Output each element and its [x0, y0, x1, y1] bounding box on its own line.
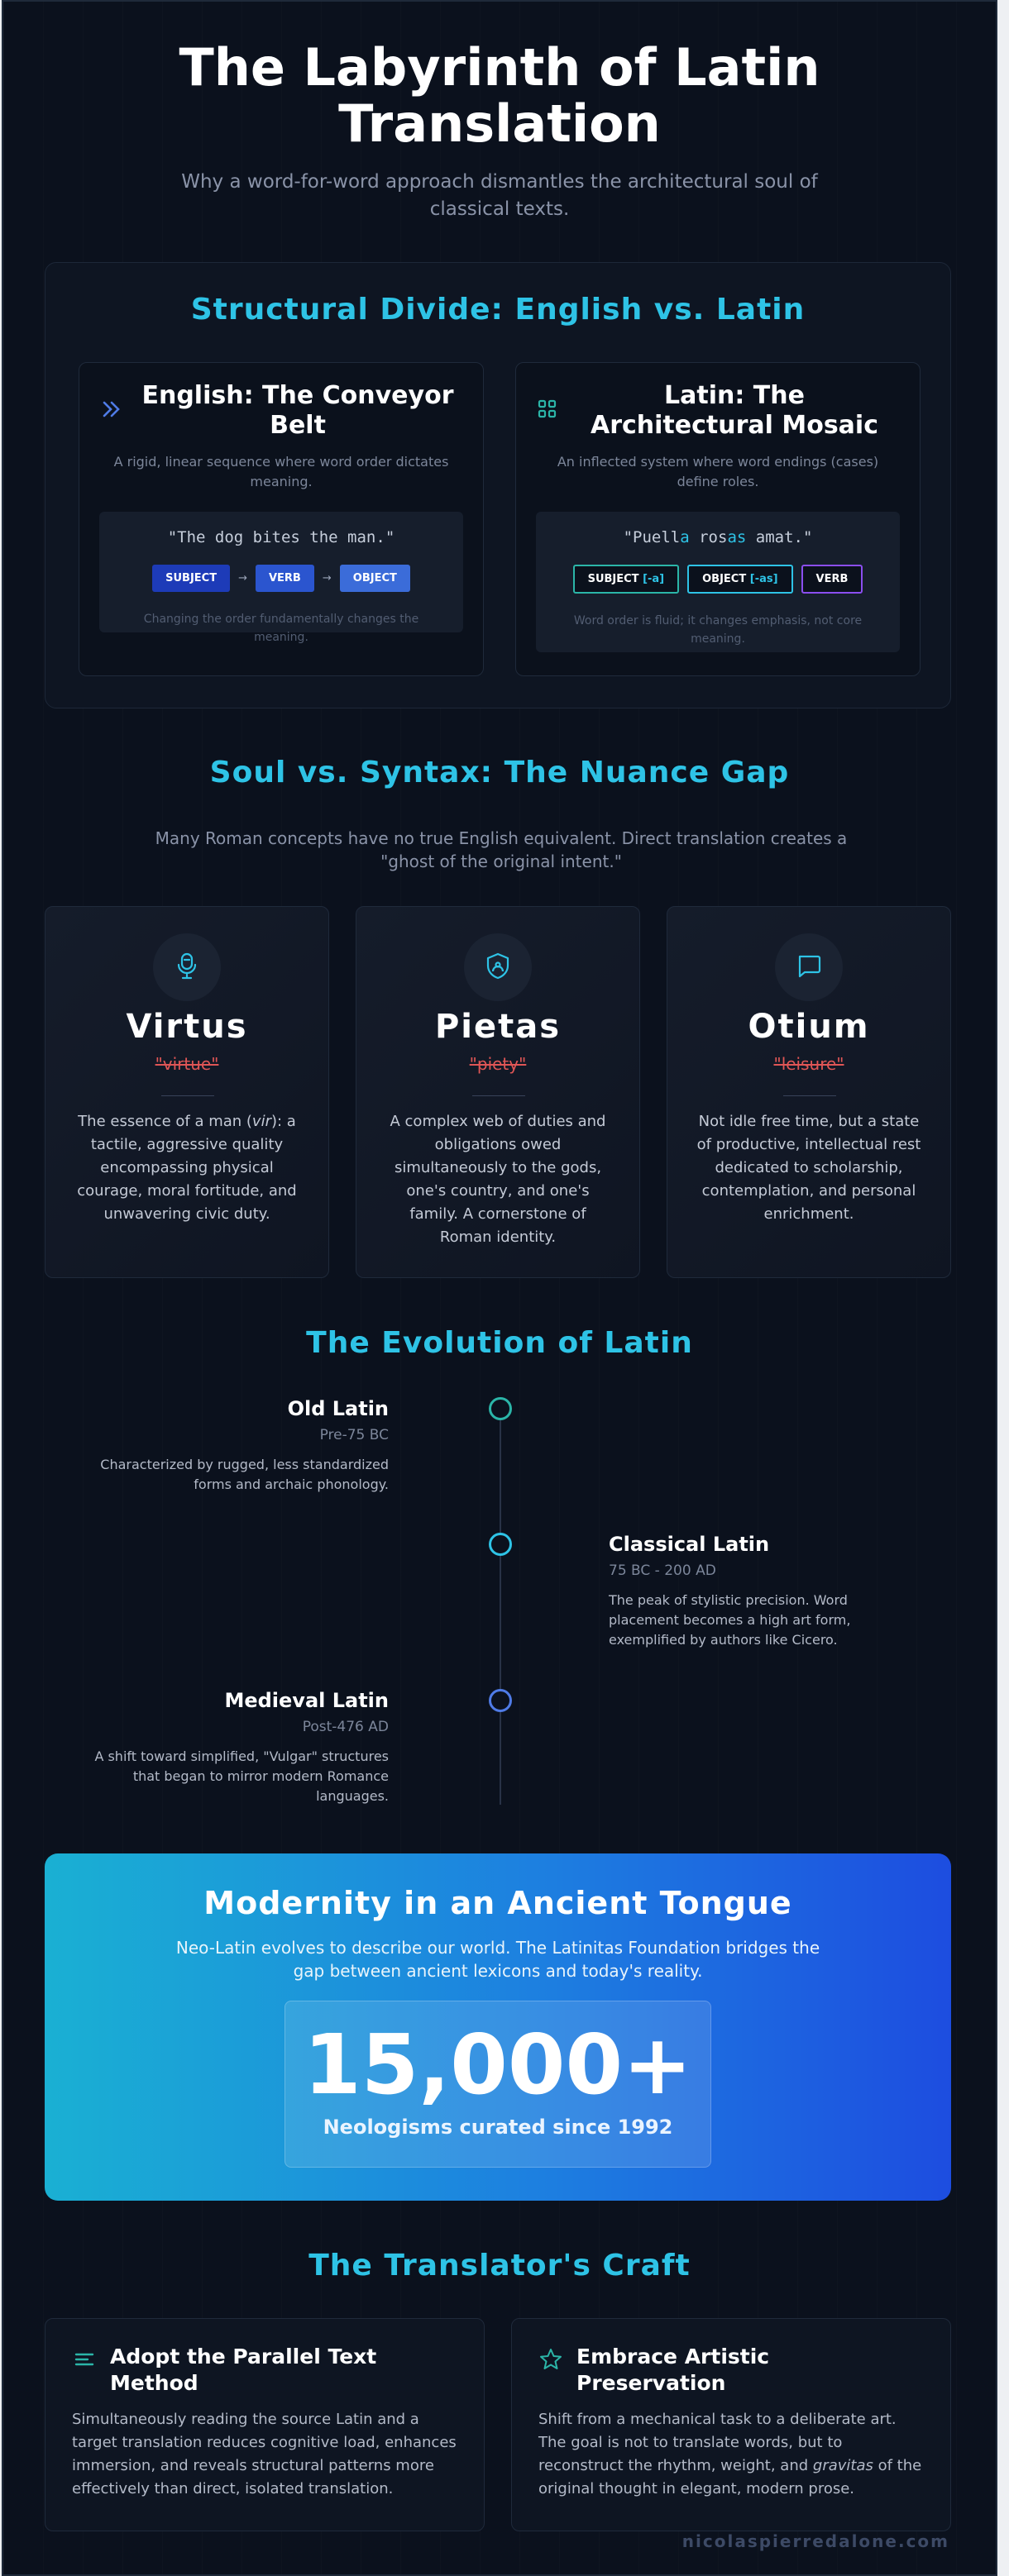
modernity-banner [45, 1853, 951, 2201]
quote-ending: as [727, 528, 747, 546]
timeline-dot [489, 1397, 512, 1420]
tag-label: SUBJECT [587, 573, 639, 585]
latin-card-title: Latin: The Architectural Mosaic [590, 381, 878, 440]
english-card-desc: A rigid, linear sequence where word order dictates meaning. [113, 454, 449, 489]
subject-tag: SUBJECT [152, 565, 230, 592]
concept-name: Otium [748, 1008, 870, 1046]
section-title: The Translator's Craft [308, 2249, 691, 2283]
tag-case: [-as] [749, 573, 778, 585]
stat-label: Neologisms curated since 1992 [323, 2116, 673, 2139]
arrow-icon: → [322, 572, 332, 584]
bad-translation: "piety" [469, 1054, 527, 1074]
tag-label: OBJECT [702, 573, 747, 585]
craft-desc [538, 2408, 925, 2501]
concept-desc: A complex web of duties and obligations owed simultaneously to the gods, one's country, and one's family. A cornerstone of Roman identity. [390, 1113, 606, 1246]
timeline-item-old-latin [91, 1397, 389, 1495]
bad-translation: "virtue" [155, 1054, 219, 1074]
section-title: Soul vs. Syntax: The Nuance Gap [209, 756, 790, 789]
desc-emphasis: vir [251, 1113, 271, 1130]
structural-divide-section [45, 262, 951, 708]
banner-subtitle: Neo-Latin evolves to describe our world. The Latinitas Foundation bridges the gap between ancient lexicons and today's reality. [175, 1938, 820, 1981]
concept-card-pietas [356, 906, 640, 1278]
desc-text: The essence of a man ( [78, 1113, 252, 1130]
latin-card [515, 362, 921, 676]
bad-translation: "leisure" [773, 1054, 844, 1074]
english-card [79, 362, 484, 676]
mic-sword-icon [171, 950, 203, 985]
quote-part: "Puell [623, 528, 681, 546]
chat-bubble-icon [793, 950, 825, 985]
timeline-item-medieval-latin [91, 1689, 389, 1806]
concept-card-virtus [45, 906, 329, 1278]
desc-text: Shift from a mechanical task to a deliberate art. The goal is not to translate words, but to reconstruct the rhythm, weight, and [538, 2411, 897, 2474]
section-title: Structural Divide: English vs. Latin [190, 293, 806, 327]
quote-ending: a [680, 528, 690, 546]
timeline-line [500, 1410, 501, 1805]
latin-example-note: Word order is fluid; it changes emphasis, not core meaning. [573, 614, 863, 646]
arrow-icon: → [238, 572, 247, 584]
page-subtitle: Why a word-for-word approach dismantles the architectural soul of classical texts. [181, 171, 818, 220]
object-case-tag [687, 565, 792, 594]
era-name: Classical Latin [609, 1533, 770, 1556]
grid-icon [536, 398, 569, 424]
desc-text: ): a tactile, aggressive quality encompassing physical courage, moral fortitude, and unwavering civic duty. [77, 1113, 297, 1223]
list-lines-icon [72, 2344, 110, 2375]
object-tag: OBJECT [340, 565, 410, 592]
era-desc: A shift toward simplified, "Vulgar" structures that began to mirror modern Romance languages. [94, 1748, 389, 1804]
era-desc: The peak of stylistic precision. Word placement becomes a high art form, exemplified by authors like Cicero. [609, 1592, 851, 1648]
concept-desc [74, 1110, 300, 1226]
craft-card-artistic-preservation [511, 2318, 951, 2531]
banner-title: Modernity in an Ancient Tongue [203, 1885, 792, 1921]
english-card-title: English: The Conveyor Belt [141, 381, 454, 440]
era-desc: Characterized by rugged, less standardized forms and archaic phonology. [100, 1457, 389, 1492]
infographic-page [2, 0, 997, 2576]
era-name: Old Latin [287, 1397, 389, 1420]
craft-desc: Simultaneously reading the source Latin and a target translation reduces cognitive load, enhances immersion, and reveals structural patterns more effectively than direct, isolated translation. [72, 2411, 457, 2497]
timeline-dot [489, 1533, 512, 1556]
timeline-dot [489, 1689, 512, 1712]
divider [783, 1095, 836, 1096]
latin-example [536, 512, 900, 652]
divider [161, 1095, 214, 1096]
shield-icon [482, 950, 514, 985]
page-title: The Labyrinth of Latin Translation [179, 37, 820, 154]
section-subtitle: Many Roman concepts have no true English equivalent. Direct translation creates a "ghost of the original intent." [155, 828, 848, 871]
concept-name: Virtus [126, 1008, 248, 1046]
english-example-quote: "The dog bites the man." [167, 528, 395, 546]
era-date: 75 BC - 200 AD [609, 1562, 716, 1579]
site-signature[interactable]: nicolaspierredalone.com [681, 2531, 949, 2551]
craft-title: Adopt the Parallel Text Method [110, 2345, 377, 2395]
timeline-item-classical-latin [609, 1533, 906, 1650]
verb-tag: VERB [256, 565, 314, 592]
section-title: The Evolution of Latin [306, 1326, 693, 1360]
english-example-note: Changing the order fundamentally changes the meaning. [143, 613, 419, 644]
english-example [99, 512, 463, 644]
stat-box [285, 2001, 711, 2168]
stat-number: 15,000+ [304, 2016, 692, 2113]
latin-card-desc: An inflected system where word endings (cases) define roles. [557, 454, 879, 489]
era-name: Medieval Latin [224, 1689, 389, 1712]
craft-title: Embrace Artistic Preservation [576, 2345, 770, 2395]
latin-example-quote [536, 528, 900, 546]
tag-label: VERB [815, 573, 849, 585]
tag-case: [-a] [643, 573, 665, 585]
era-date: Post-476 AD [302, 1719, 389, 1735]
star-icon [538, 2344, 576, 2375]
concept-desc: Not idle free time, but a state of productive, intellectual rest dedicated to scholarship, contemplation, and personal enrichment. [696, 1113, 921, 1223]
craft-card-parallel-text [45, 2318, 485, 2531]
concept-name: Pietas [434, 1008, 562, 1046]
subject-case-tag [573, 565, 680, 594]
desc-emphasis: gravitas [812, 2457, 873, 2474]
quote-part: ros [689, 528, 728, 546]
double-chevron-right-icon [99, 397, 132, 425]
concept-card-otium [667, 906, 951, 1278]
divider [472, 1095, 525, 1096]
verb-case-tag [801, 565, 863, 594]
desc-text: of the original thought in elegant, modern prose. [538, 2457, 922, 2497]
quote-part: amat." [746, 528, 813, 546]
era-date: Pre-75 BC [319, 1427, 389, 1443]
